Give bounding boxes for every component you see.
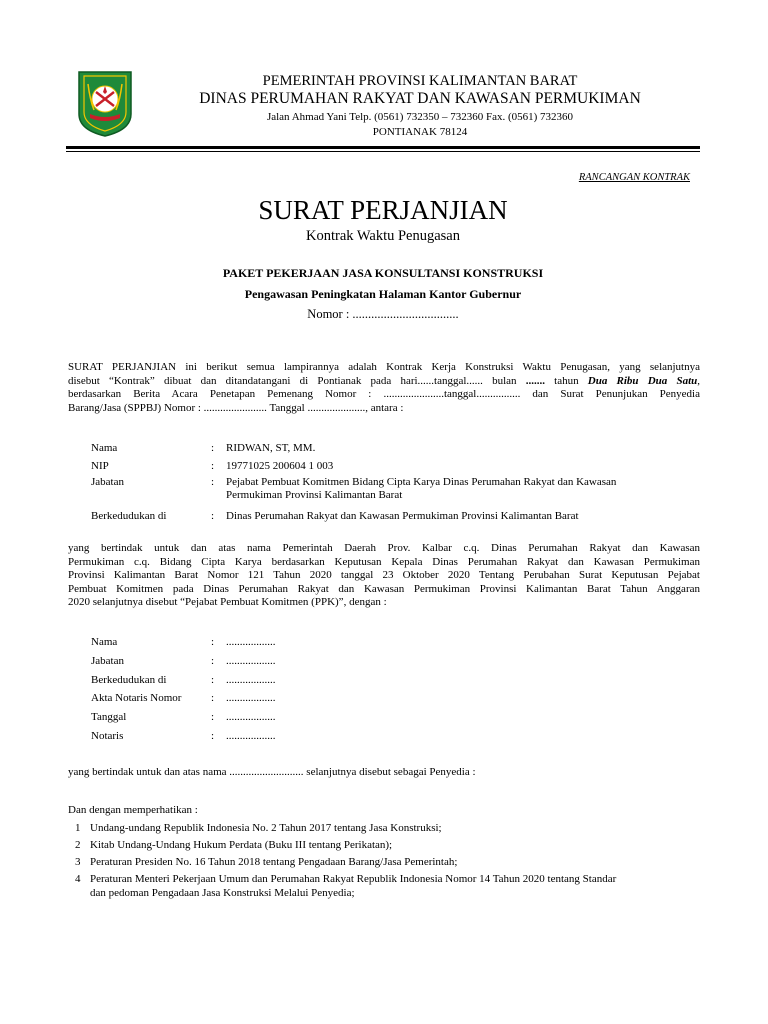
list-number: 4 xyxy=(75,873,81,885)
acting-line: Permukiman c.q. Bidang Cipta Karya berdasarkan Keputusan Kepala Dinas Perumahan Rakyat dan Kawasan Permukiman xyxy=(68,555,700,568)
agency-city: PONTIANAK 78124 xyxy=(372,126,468,138)
field-colon: : xyxy=(211,510,215,522)
field-colon: : xyxy=(211,730,215,742)
list-text: Peraturan Menteri Pekerjaan Umum dan Perumahan Rakyat Republik Indonesia Nomor 14 Tahun 2020 tentang Standar xyxy=(90,873,617,885)
field-value: Dinas Perumahan Rakyat dan Kawasan Permukiman Provinsi Kalimantan Barat xyxy=(226,510,579,522)
intro-line: disebut “Kontrak” dibuat dan ditandatangani di Pontianak pada hari......tanggal...... bulan ....... tahun Dua Ribu Dua Satu, xyxy=(68,374,701,387)
field-colon: : xyxy=(211,636,215,648)
field-label: Nama xyxy=(91,442,118,454)
draft-label: RANCANGAN KONTRAK xyxy=(578,172,690,183)
field-value: 19771025 200604 1 003 xyxy=(226,460,334,472)
field-label: Jabatan xyxy=(91,476,124,488)
letterhead-rule-thin xyxy=(66,151,700,152)
field-label: NIP xyxy=(91,460,109,472)
field-value: .................. xyxy=(226,674,276,686)
field-colon: : xyxy=(211,674,215,686)
field-label: Berkedudukan di xyxy=(91,674,167,686)
field-label: Notaris xyxy=(91,730,124,742)
list-number: 2 xyxy=(75,839,81,851)
field-value: .................. xyxy=(226,692,276,704)
field-colon: : xyxy=(211,442,215,454)
field-value: RIDWAN, ST, MM. xyxy=(226,442,316,454)
list-number: 1 xyxy=(75,822,81,834)
field-value: .................. xyxy=(226,655,276,667)
letterhead-rule-thick xyxy=(66,146,700,149)
provincial-emblem-logo xyxy=(76,70,134,138)
list-text: dan pedoman Pengadaan Jasa Konstruksi Melalui Penyedia; xyxy=(90,887,355,899)
acting-line: 2020 selanjutnya disebut “Pejabat Pembuat Komitmen (PPK)”, dengan : xyxy=(68,596,387,608)
acting-line: yang bertindak untuk dan atas nama Pemerintah Daerah Prov. Kalbar c.q. Dinas Perumahan Rakyat dan Kawasan xyxy=(68,542,700,554)
field-value: Permukiman Provinsi Kalimantan Barat xyxy=(226,489,403,501)
acting-line: Provinsi Kalimantan Barat Nomor 121 Tahun 2020 tanggal 23 Oktober 2020 Tentang Perubahan Surat Keputusan Pejabat xyxy=(68,569,700,581)
field-label: Tanggal xyxy=(91,711,127,723)
field-value: Pejabat Pembuat Komitmen Bidang Cipta Karya Dinas Perumahan Rakyat dan Kawasan xyxy=(226,476,617,488)
field-label: Berkedudukan di xyxy=(91,510,167,522)
field-label: Akta Notaris Nomor xyxy=(91,692,182,704)
field-colon: : xyxy=(211,655,215,667)
intro-line: berdasarkan Berita Acara Penetapan Pemenang Nomor : ......................tanggal................ dan Surat Penunjukan Penyedia xyxy=(68,388,700,400)
field-label: Nama xyxy=(91,636,118,648)
field-colon: : xyxy=(211,711,215,723)
document-title: SURAT PERJANJIAN xyxy=(258,195,508,225)
field-value: .................. xyxy=(226,730,276,742)
field-value: .................. xyxy=(226,636,276,648)
project-name: Pengawasan Peningkatan Halaman Kantor Gubernur xyxy=(244,287,522,301)
list-number: 3 xyxy=(75,856,81,868)
document-subtitle: Kontrak Waktu Penugasan xyxy=(305,228,460,244)
acting-paragraph xyxy=(68,542,700,610)
agency-address: Jalan Ahmad Yani Telp. (0561) 732350 – 732360 Fax. (0561) 732360 xyxy=(266,111,574,123)
intro-line: SURAT PERJANJIAN ini berikut semua lampirannya adalah Kontrak Kerja Konstruksi Waktu Penugasan, yang selanjutnya xyxy=(68,361,700,373)
field-colon: : xyxy=(211,692,215,704)
intro-line: Barang/Jasa (SPPBJ) Nomor : ....................... Tanggal ....................., antara : xyxy=(68,401,404,414)
list-text: Peraturan Presiden No. 16 Tahun 2018 tentang Pengadaan Barang/Jasa Pemerintah; xyxy=(90,856,458,868)
field-colon: : xyxy=(211,460,215,472)
agency-name: DINAS PERUMAHAN RAKYAT DAN KAWASAN PERMUKIMAN xyxy=(199,90,641,107)
field-label: Jabatan xyxy=(91,655,124,667)
contract-number: Nomor : .................................. xyxy=(307,307,459,321)
list-text: Kitab Undang-Undang Hukum Perdata (Buku III tentang Perikatan); xyxy=(90,839,393,851)
intro-paragraph xyxy=(68,361,700,415)
considering-heading: Dan dengan memperhatikan : xyxy=(68,804,198,816)
package-title: PAKET PEKERJAAN JASA KONSULTANSI KONSTRUKSI xyxy=(222,266,544,280)
list-text: Undang-undang Republik Indonesia No. 2 Tahun 2017 tentang Jasa Konstruksi; xyxy=(90,822,442,834)
field-value: .................. xyxy=(226,711,276,723)
acting-line: Pembuat Komitmen pada Dinas Perumahan Rakyat dan Kawasan Permukiman Provinsi Kalimantan Barat Tahun Anggaran xyxy=(68,582,700,595)
provider-statement: yang bertindak untuk dan atas nama ........................... selanjutnya disebut sebagai Penyedia : xyxy=(68,766,476,778)
field-colon: : xyxy=(211,476,215,488)
government-name: PEMERINTAH PROVINSI KALIMANTAN BARAT xyxy=(262,73,578,89)
